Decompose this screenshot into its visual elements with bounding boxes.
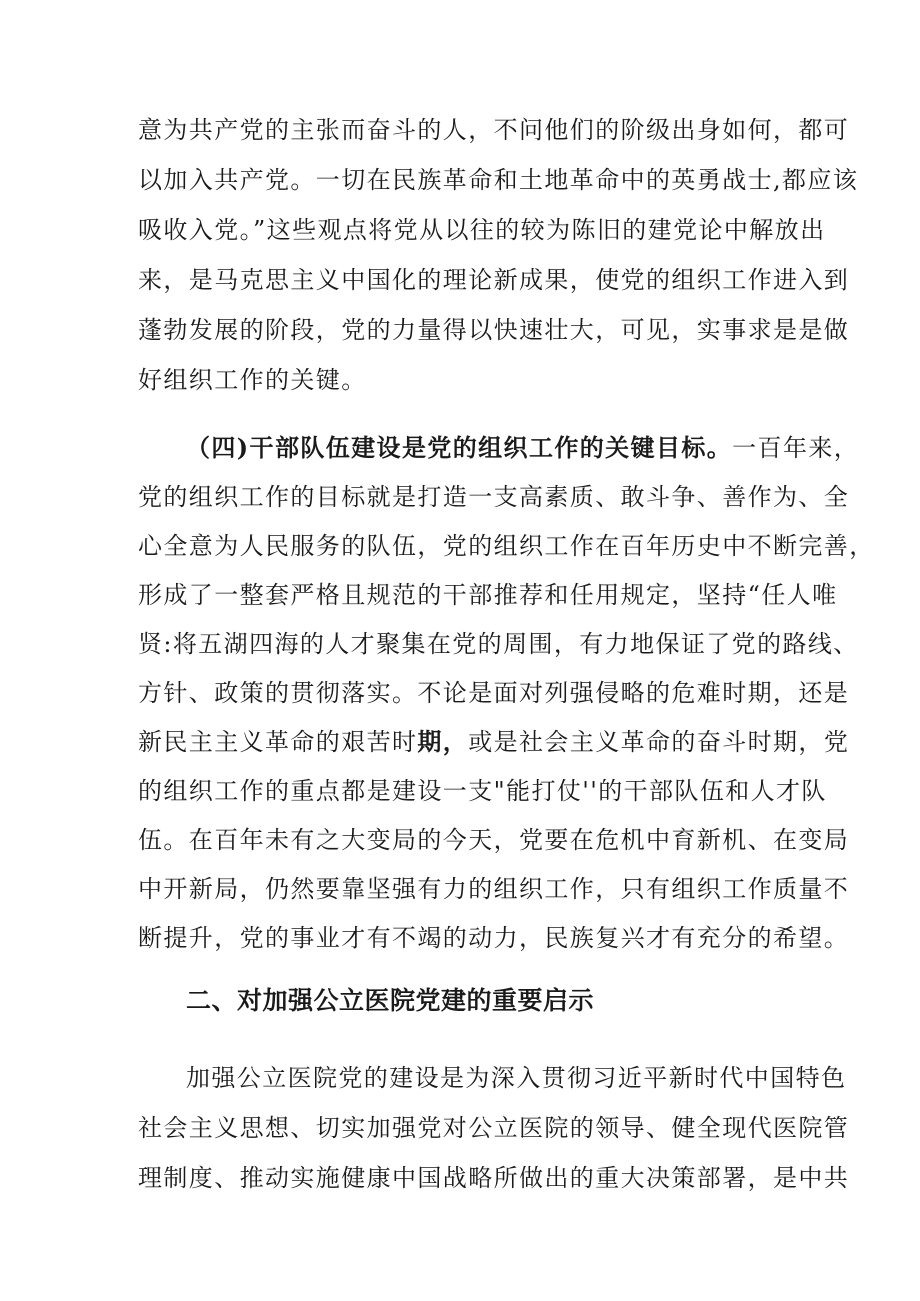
paragraph-1-line-3: 吸收入党。”这些观点将党从以往的较为陈旧的建党论中解放出 [138, 216, 826, 244]
paragraph-2-line-8: 的组织工作的重点都是建设一支"能打仗''的干部队伍和人才队 [138, 777, 827, 805]
paragraph-2-line-10: 中开新局，仍然要靠坚强有力的组织工作，只有组织工作质量不 [138, 875, 850, 903]
paragraph-2-line-4: 形成了一整套严格且规范的干部推荐和任用规定，坚持“任人唯 [138, 581, 838, 609]
paragraph-2-line-7 [138, 726, 850, 758]
paragraph-3-line-2: 社会主义思想、切实加强党对公立医院的领导、健全现代医院管 [138, 1114, 850, 1142]
paragraph-1-line-1: 意为共产党的主张而奋斗的人，不问他们的阶级出身如何，都可 [138, 116, 850, 144]
paragraph-1-line-5: 蓬勃发展的阶段，党的力量得以快速壮大，可见，实事求是是做 [138, 316, 850, 344]
paragraph-2-line-3: 心全意为人民服务的队伍，党的组织工作在百年历史中不断完善， [138, 532, 875, 560]
paragraph-2-line-2: 党的组织工作的目标就是打造一支高素质、敢斗争、善作为、全 [138, 483, 850, 511]
section-heading: 二、对加强公立医院党建的重要启示 [186, 986, 595, 1015]
paragraph-2-line-9: 伍。在百年未有之大变局的今天，党要在危机中育新机、在变局 [138, 826, 850, 854]
paragraph-3-line-3: 理制度、推动实施健康中国战略所做出的重大决策部署，是中共 [138, 1164, 850, 1192]
paragraph-2-line-7-pre: 新民主主义革命的艰苦时 [138, 728, 418, 756]
paragraph-3-line-1: 加强公立医院党的建设是为深入贯彻习近平新时代中国特色 [186, 1064, 847, 1092]
paragraph-2-line-1 [186, 432, 860, 464]
paragraph-1-line-2: 以加入共产党。一切在民族革命和土地革命中的英勇战士,都应该 [138, 166, 859, 194]
paragraph-2-line-6: 方针、政策的贯彻落实。不论是面对列强侵略的危难时期，还是 [138, 679, 850, 707]
paragraph-2-line-7-post: 或是社会主义革命的奋斗时期，党 [468, 728, 850, 756]
paragraph-1-line-4: 来，是马克思主义中国化的理论新成果，使党的组织工作进入到 [138, 266, 850, 294]
paragraph-2-line-1-rest: 一百年来， [732, 434, 860, 462]
paragraph-2-line-11: 断提升，党的事业才有不竭的动力，民族复兴才有充分的希望。 [138, 924, 850, 952]
subsection-title: （四)干部队伍建设是党的组织工作的关键目标。 [186, 433, 733, 462]
paragraph-1-line-6: 好组织工作的关键。 [138, 366, 367, 394]
paragraph-2-line-5: 贤:将五湖四海的人才聚集在党的周围，有力地保证了党的路线、 [138, 630, 859, 658]
paragraph-2-line-7-bold: 期， [417, 727, 469, 756]
